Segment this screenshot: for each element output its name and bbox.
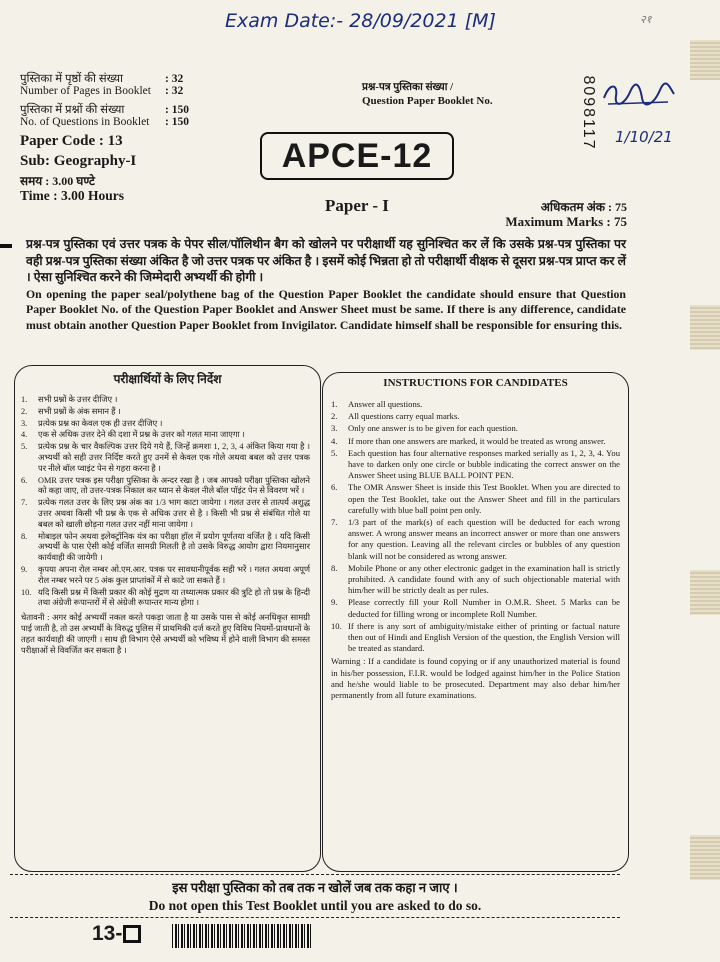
max-marks-hi: अधिकतम अंक : 75: [540, 200, 627, 214]
do-not-open-english: Do not open this Test Booklet until you are asked to do so.: [148, 898, 482, 913]
booklet-meta-left: [20, 73, 250, 203]
list-item: 5. प्रत्येक प्रश्न के चार वैकल्पिक उत्तर दिये गये हैं, जिन्हें क्रमशः 1, 2, 3, 4 अंकित किया गया है । अभ्यर्थी को सही उत्तर निर्दिष्ट करते हुए उनमें से केवल एक गोले अथवा बबल को उत्तर पत्रक पर नीले बॉल प्वाइंट पेन से गहरा करना है ।: [21, 442, 310, 473]
list-item: 3. Only one answer is to be given for each question.: [331, 423, 518, 434]
page-code: [92, 922, 141, 946]
pages-hi-value: : 32: [165, 73, 184, 85]
page-code-text: 13-: [92, 922, 123, 945]
handwritten-signature: [600, 76, 680, 121]
paper-edge-tab: [690, 570, 720, 615]
handwritten-top-mark: २१: [640, 13, 652, 26]
do-not-open-banner: [10, 874, 620, 918]
questions-en-value: : 150: [165, 116, 189, 128]
pages-en-value: : 32: [165, 85, 184, 97]
subject: Sub: Geography-I: [20, 153, 137, 169]
instructions-english-panel: [322, 372, 629, 872]
list-item: 2. All questions carry equal marks.: [331, 411, 460, 422]
handwritten-signature-date: 1/10/21: [615, 128, 673, 146]
instructions-hindi-list: [21, 395, 310, 609]
time-en: Time : 3.00 Hours: [20, 188, 124, 203]
list-item: 5. Each question has four alternative responses marked serially as 1, 2, 3, 4. You have to darken only one circle or bubble indicating the correct answer on the Answer Sheet using BLUE BALL POINT PEN.: [331, 447, 620, 481]
instructions-hindi-title: परीक्षार्थियों के लिए निर्देश: [113, 372, 222, 386]
list-item: 9. Please correctly fill your Roll Number in O.M.R. Sheet. 5 Marks can be deducted for filling wrong or incomplete Roll Number.: [331, 597, 620, 619]
questions-en-label: No. of Questions in Booklet: [20, 116, 150, 128]
list-item: 1. Answer all questions.: [331, 399, 423, 409]
paper-edge-tab: [690, 305, 720, 350]
do-not-open-hindi: इस परीक्षा पुस्तिका को तब तक न खोलें जब तक कहा न जाए ।: [172, 880, 458, 895]
list-item: 6. The OMR Answer Sheet is inside this Test Booklet. When you are directed to open the Test Booklet, take out the Answer Sheet and fill in the particulars carefully with blue ball point pen only.: [331, 482, 620, 515]
instructions-hindi-warning: चेतावनी : अगर कोई अभ्यर्थी नकल करते पकड़ा जाता है या उसके पास से कोई अनधिकृत सामग्री पाई जाती है, तो उस अभ्यर्थी के विरुद्ध पुलिस में प्राथमिकी दर्ज करते हुए विविध नियमों-प्रावधानों के तहत कार्यवाही की जाएगी । साथ ही विभाग ऐसे अभ्यर्थी को भविष्य में होने वाली विभाग की समस्त परीक्षाओं से विवर्जित कर सकता है ।: [21, 613, 310, 655]
list-item: 4. If more than one answers are marked, it would be treated as wrong answer.: [331, 435, 606, 446]
list-item: 10. If there is any sort of ambiguity/mistake either of printing or factual nature then out of Hindi and English Version of the question, the English Version will be treated as standard.: [331, 620, 620, 654]
paper-code: Paper Code : 13: [20, 133, 123, 149]
seal-notice-hindi: प्रश्न-पत्र पुस्तिका एवं उत्तर पत्रक के पेपर सील/पॉलिथीन बैग को खोलने पर परीक्षार्थी यह सुनिश्चित कर लें कि उसके प्रश्न-पत्र पुस्तिका पर वही प्रश्न-पत्र पुस्तिका संख्या अंकित है जो उत्तर पत्रक पर अंकित है । इसमें कोई भिन्नता हो तो परीक्षार्थी वीक्षक से दूसरा प्रश्न-पत्र प्राप्त कर लें । ऐसा सुनिश्चित करने की जिम्मेदारी अभ्यर्थी की होगी ।: [26, 237, 626, 284]
exam-code: APCE-12: [260, 132, 454, 180]
list-item: 8. Mobile Phone or any other electronic gadget in the examination hall is strictly prohibited. A candidate found with any of such objectionable material with him/her will be strictly dealt as per rules.: [331, 562, 620, 596]
instructions-hindi-panel: [14, 365, 321, 872]
time-hi: समय : 3.00 घण्टे: [20, 174, 95, 188]
margin-marker: [0, 244, 12, 248]
list-item: 7. प्रत्येक गलत उत्तर के लिए प्रश्न अंक का 1/3 भाग काटा जायेगा । गलत उत्तर से तात्पर्य अशुद्ध उत्तर अथवा किसी भी प्रश्न के एक से अधिक उत्तर से है । किसी भी प्रश्न से संबंधित गोले या बबल को खाली छोड़ना गलत उत्तर नहीं माना जायेगा ।: [21, 498, 310, 529]
barcode: [172, 924, 312, 948]
instructions-english-warning: Warning : If a candidate is found copying or if any unauthorized material is found in his/her possession, F.I.R. would be lodged against him/her in the Police Station and he/she would liable to be prosecuted. Department may also debar him/her permanently from all future examinations.: [331, 656, 620, 701]
seal-notice: [26, 236, 626, 333]
list-item: 1. सभी प्रश्नों के उत्तर दीजिए ।: [21, 395, 118, 404]
instructions-english-title: INSTRUCTIONS FOR CANDIDATES: [383, 377, 568, 389]
list-item: 4. एक से अधिक उत्तर देने की दशा में प्रश्न के उत्तर को गलत माना जाएगा ।: [21, 430, 245, 440]
list-item: 6. OMR उत्तर पत्रक इस परीक्षा पुस्तिका के अन्दर रखा है । जब आपको परीक्षा पुस्तिका खोलने को कहा जाए, तो उत्तर-पत्रक निकाल कर ध्यान से केवल नीले बॉल पॉइंट पेन से विवरण भरें ।: [21, 475, 310, 496]
instructions-english-list: [331, 399, 620, 654]
pages-en-label: Number of Pages in Booklet: [20, 85, 151, 97]
booklet-no-en: Question Paper Booklet No.: [362, 95, 493, 107]
questions-hi-value: : 150: [165, 104, 189, 116]
list-item: 7. 1/3 part of the mark(s) of each question will be deducted for each wrong answer. A wrong answer means an incorrect answer or more than one answers for any question. Leaving all the relevant circles or bubbles of any question blank will not be considered as wrong answer.: [331, 517, 620, 561]
list-item: 10. यदि किसी प्रश्न में किसी प्रकार की कोई मुद्रण या तथ्यात्मक प्रकार की त्रुटि हो तो प्रश्न के हिन्दी तथा अंग्रेजी रूपान्तरों में से अंग्रेजी रूपान्तर मान्य होगा ।: [21, 587, 310, 608]
questions-hi-label: पुस्तिका में प्रश्नों की संख्या: [20, 104, 125, 116]
pages-hi-label: पुस्तिका में पृष्ठों की संख्या: [20, 73, 123, 85]
paper-number: Paper - I: [325, 196, 389, 215]
list-item: 3. प्रत्येक प्रश्न का केवल एक ही उत्तर दीजिए ।: [21, 418, 163, 428]
handwritten-exam-date: Exam Date:- 28/09/2021 [M]: [225, 10, 496, 32]
max-marks-en: Maximum Marks : 75: [505, 214, 627, 229]
list-item: 2. सभी प्रश्नों के अंक समान हैं ।: [21, 406, 121, 416]
booklet-number: 8098117: [580, 75, 597, 151]
paper-edge-tab: [690, 835, 720, 880]
list-item: 9. कृपया अपना रोल नम्बर ओ.एम.आर. पत्रक पर सावधानीपूर्वक सही भरें । गलत अथवा अपूर्ण रोल नम्बर भरने पर 5 अंक कुल प्राप्तांकों में से काटे जा सकते हैं ।: [21, 564, 310, 585]
paper-edge-tab: [690, 40, 720, 80]
booklet-no-hi: प्रश्न-पत्र पुस्तिका संख्या /: [362, 82, 454, 93]
square-icon: [123, 925, 141, 943]
seal-notice-english: On opening the paper seal/polythene bag of the Question Paper Booklet the candidate should ensure that Question Paper Booklet No. of the Question Paper Booklet and Answer Sheet must be same. If there is any difference, candidate must obtain another Question Paper Booklet from Invigilator. Candidate himself shall be responsible for ensuring this.: [26, 286, 626, 332]
list-item: 8. मोबाइल फोन अथवा इलेक्ट्रॉनिक यंत्र का परीक्षा हॉल में प्रयोग पूर्णतया वर्जित है । यदि किसी अभ्यर्थी के पास ऐसी कोई वर्जित सामग्री मिलती है तो उसके विरुद्ध आयोग द्वारा नियमानुसार कार्यवाही की जायेगी ।: [21, 531, 310, 563]
